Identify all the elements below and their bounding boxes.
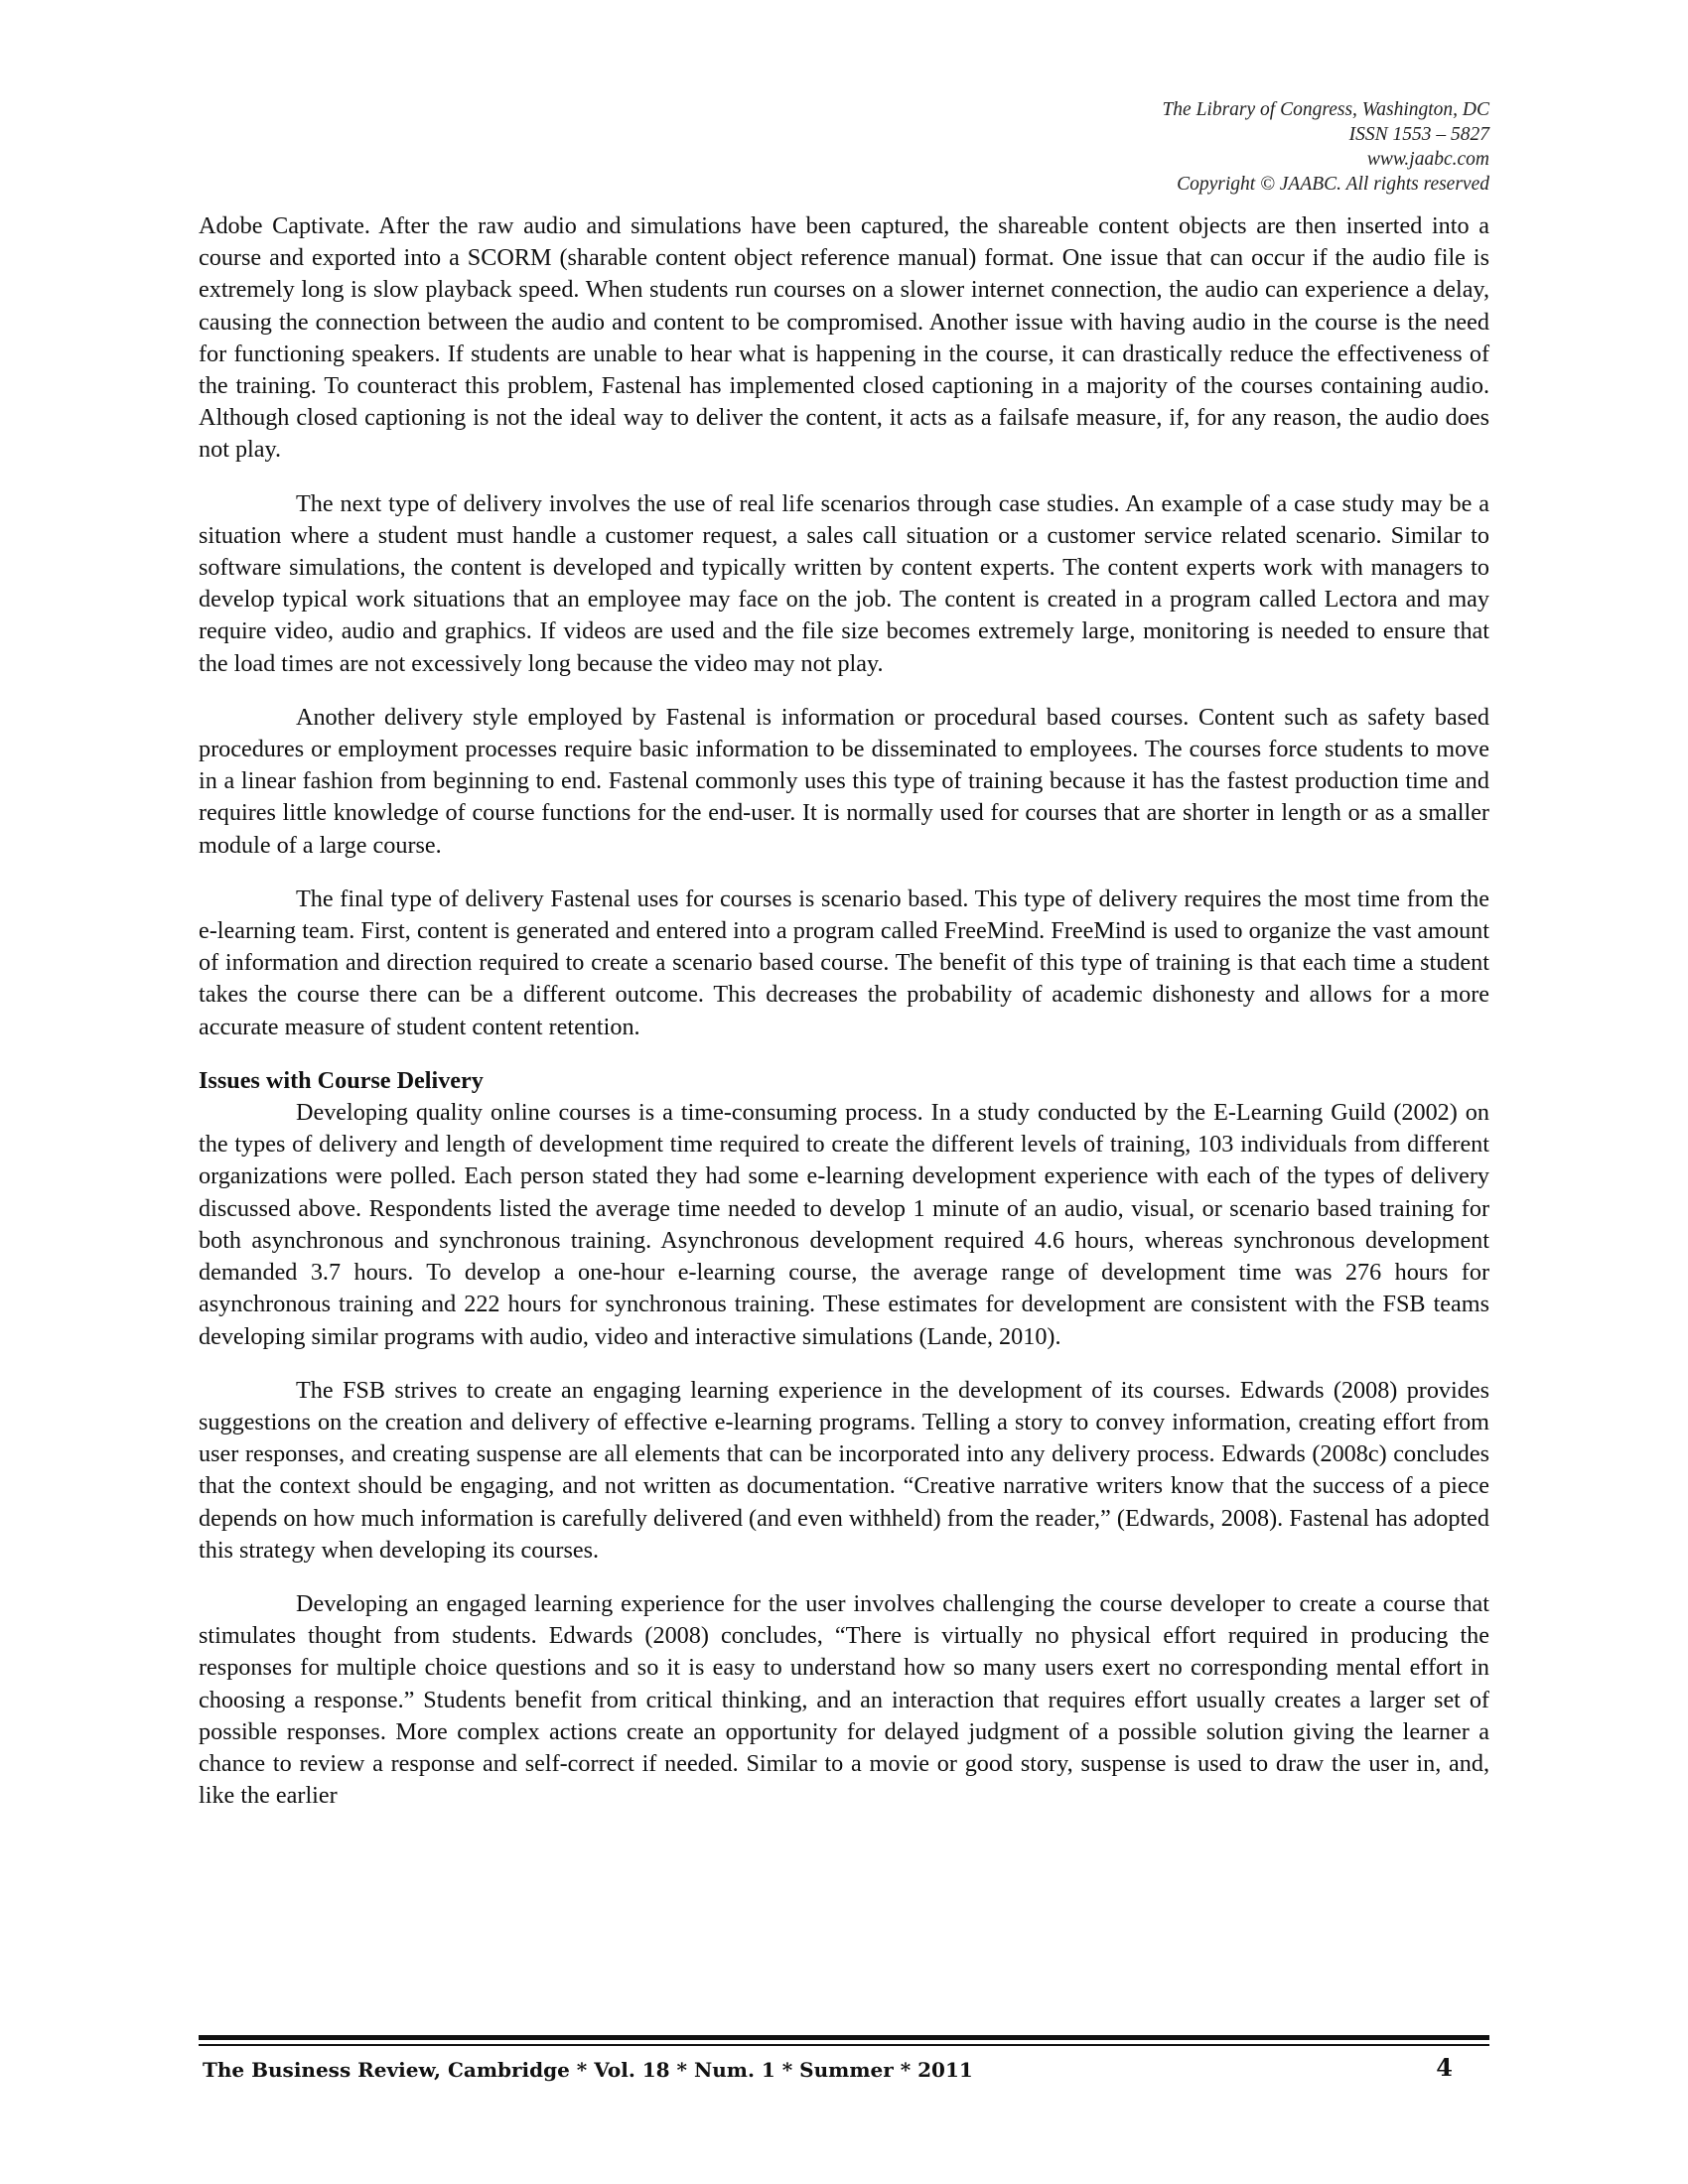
paragraph-6: The FSB strives to create an engaging learning experience in the development of its courses. Edwards (2008) provides suggestions on the creation and delivery of effective e-learning programs. Telling a story to convey information, creating effort from user responses, and creating suspense are all elements that can be incorporated into any delivery process. Edwards (2008c) concludes that the context should be engaging, and not written as documentation. “Creative narrative writers know that the success of a piece depends on how much information is carefully delivered (and even withheld) from the reader,” (Edwards, 2008). Fastenal has adopted this strategy when developing its courses. — [199, 1376, 1489, 1564]
article-body — [199, 210, 1489, 1834]
section-heading: Issues with Course Delivery — [199, 1066, 484, 1094]
header-issn: ISSN 1553 – 5827 — [1348, 124, 1489, 145]
footer-rule-thick — [199, 2035, 1489, 2040]
paragraph-5: Developing quality online courses is a time-consuming process. In a study conducted by the E-Learning Guild (2002) on the types of delivery and length of development time required to create the different levels of training, 103 individuals from different organizations were polled. Each person stated they had some e-learning development experience with each of the types of delivery discussed above. Respondents listed the average time needed to develop 1 minute of an audio, visual, or scenario based training for both asynchronous and synchronous training. Asynchronous development required 4.6 hours, whereas synchronous development demanded 3.7 hours. To develop a one-hour e-learning course, the average range of development time was 276 hours for asynchronous training and 222 hours for synchronous training. These estimates for development are consistent with the FSB teams developing similar programs with audio, video and interactive simulations (Lande, 2010). — [199, 1099, 1489, 1350]
header-publisher: The Library of Congress, Washington, DC — [1162, 99, 1489, 120]
paragraph-4: The final type of delivery Fastenal uses for courses is scenario based. This type of delivery requires the most time from the e-learning team. First, content is generated and entered into a program called FreeMind. FreeMind is used to organize the vast amount of information and direction required to create a scenario based course. The benefit of this type of training is that each time a student takes the course there can be a different outcome. This decreases the probability of academic dishonesty and allows for a more accurate measure of student content retention. — [199, 885, 1489, 1040]
paragraph-2: The next type of delivery involves the use of real life scenarios through case studies. An example of a case study may be a situation where a student must handle a customer request, a sales call situation or a customer service related scenario. Similar to software simulations, the content is developed and typically written by content experts. The content experts work with managers to develop typical work situations that an employee may face on the job. The content is created in a program called Lectora and may require video, audio and graphics. If videos are used and the file size becomes extremely large, monitoring is needed to ensure that the load times are not excessively long because the video may not play. — [199, 489, 1489, 677]
page-number: 4 — [1436, 2053, 1453, 2082]
running-header — [1162, 97, 1489, 197]
paragraph-3: Another delivery style employed by Fastenal is information or procedural based courses. Content such as safety based procedures or employment processes require basic information to be disseminated to employees. The courses force students to move in a linear fashion from beginning to end. Fastenal commonly uses this type of training because it has the fastest production time and requires little knowledge of course functions for the end-user. It is normally used for courses that are shorter in length or as a smaller module of a large course. — [199, 703, 1489, 859]
footer-rule-thin — [199, 2044, 1489, 2046]
paragraph-1: Adobe Captivate. After the raw audio and simulations have been captured, the shareable content objects are then inserted into a course and exported into a SCORM (sharable content object reference manual) format. One issue that can occur if the audio file is extremely long is slow playback speed. When students run courses on a slower internet connection, the audio can experience a delay, causing the connection between the audio and content to be compromised. Another issue with having audio in the course is the need for functioning speakers. If students are unable to hear what is happening in the course, it can drastically reduce the effectiveness of the training. To counteract this problem, Fastenal has implemented closed captioning in a majority of the courses containing audio. Although closed captioning is not the ideal way to deliver the content, it acts as a failsafe measure, if, for any reason, the audio does not play. — [199, 212, 1489, 464]
header-copyright: Copyright © JAABC. All rights reserved — [1177, 174, 1489, 195]
header-website: www.jaabc.com — [1366, 149, 1489, 170]
paragraph-7: Developing an engaged learning experience for the user involves challenging the course developer to create a course that stimulates thought from students. Edwards (2008) concludes, “There is virtually no physical effort required in producing the responses for multiple choice questions and so it is easy to understand how so many users exert no corresponding mental effort in choosing a response.” Students benefit from critical thinking, and an interaction that requires effort usually creates a larger set of possible responses. More complex actions create an opportunity for delayed judgment of a possible solution giving the learner a chance to review a response and self-correct if needed. Similar to a movie or good story, suspense is used to draw the user in, and, like the earlier — [199, 1589, 1489, 1810]
journal-footer: The Business Review, Cambridge * Vol. 18 * Num. 1 * Summer * 2011 — [203, 2058, 973, 2082]
